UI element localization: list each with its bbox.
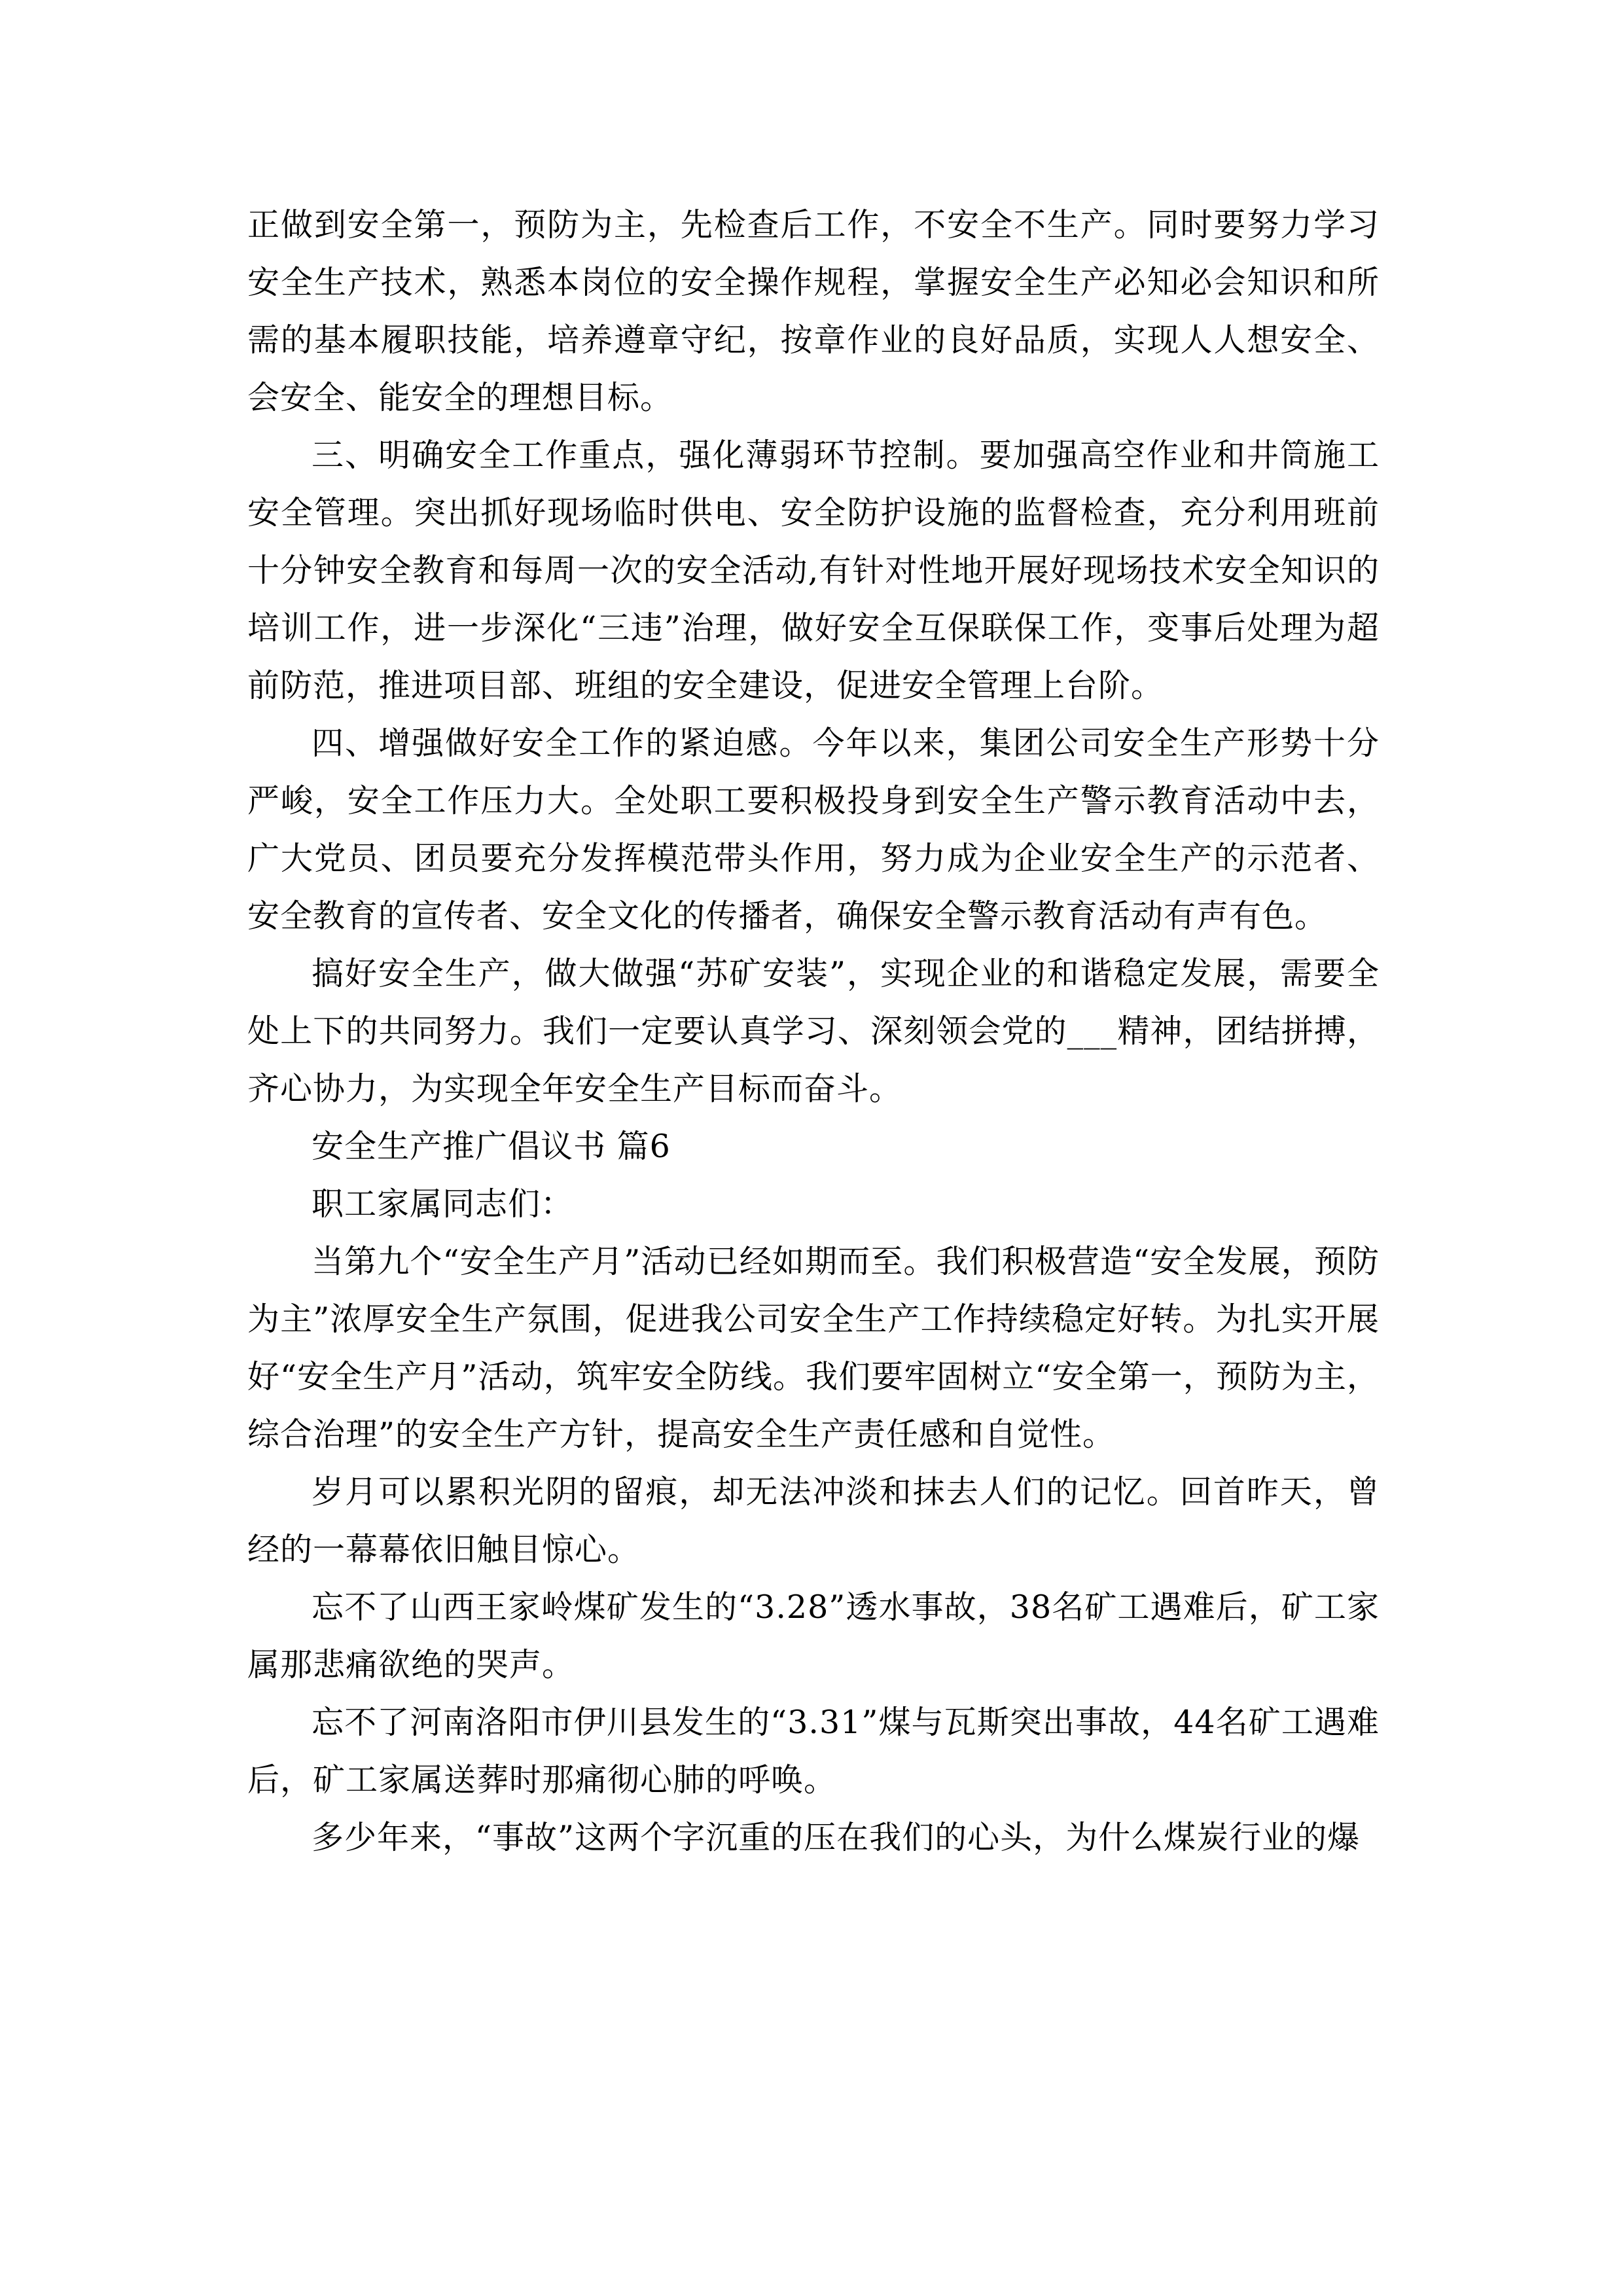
salutation: 职工家属同志们： <box>312 1185 574 1223</box>
section-title: 安全生产推广倡议书 篇6 <box>312 1128 671 1165</box>
paragraph-safety-month: 当第九个“安全生产月”活动已经如期而至。我们积极营造“安全发展，预防为主”浓厚安全生产氛围，促进我公司安全生产工作持续稳定好转。为扎实开展好“安全生产月”活动，筑牢安全防线。我们要牢固树立“安全第一，预防为主，综合治理”的安全生产方针，提高安全生产责任感和自觉性。 <box>247 1243 1380 1453</box>
paragraph-point-three: 三、明确安全工作重点，强化薄弱环节控制。要加强高空作业和井筒施工安全管理。突出抓好现场临时供电、安全防护设施的监督检查，充分利用班前十分钟安全教育和每周一次的安全活动,有针对性地开展好现场技术安全知识的培训工作，进一步深化“三违”治理，做好安全互保联保工作，变事后处理为超前防范，推进项目部、班组的安全建设，促进安全管理上台阶。 <box>247 437 1380 704</box>
paragraph-closing: 搞好安全生产，做大做强“苏矿安装”，实现企业的和谐稳定发展，需要全处上下的共同努力。我们一定要认真学习、深刻领会党的___精神，团结拼搏，齐心协力，为实现全年安全生产目标而奋斗。 <box>247 955 1380 1107</box>
paragraph-point-four: 四、增强做好安全工作的紧迫感。今年以来，集团公司安全生产形势十分严峻，安全工作压力大。全处职工要积极投身到安全生产警示教育活动中去，广大党员、团员要充分发挥模范带头作用，努力成为企业安全生产的示范者、安全教育的宣传者、安全文化的传播者，确保安全警示教育活动有声有色。 <box>247 725 1380 935</box>
paragraph-memory: 岁月可以累积光阴的留痕，却无法冲淡和抹去人们的记忆。回首昨天，曾经的一幕幕依旧触目惊心。 <box>247 1473 1380 1568</box>
paragraph-continuation: 正做到安全第一，预防为主，先检查后工作，不安全不生产。同时要努力学习安全生产技术，熟悉本岗位的安全操作规程，掌握安全生产必知必会知识和所需的基本履职技能，培养遵章守纪，按章作业的良好品质，实现人人想安全、会安全、能安全的理想目标。 <box>247 206 1380 416</box>
paragraph-final-cutoff: 多少年来，“事故”这两个字沉重的压在我们的心头，为什么煤炭行业的爆 <box>312 1819 1361 1856</box>
paragraph-accident-328: 忘不了山西王家岭煤矿发生的“3.28”透水事故，38名矿工遇难后，矿工家属那悲痛欲绝的哭声。 <box>247 1588 1380 1683</box>
paragraph-accident-331: 忘不了河南洛阳市伊川县发生的“3.31”煤与瓦斯突出事故，44名矿工遇难后，矿工家属送葬时那痛彻心肺的呼唤。 <box>247 1704 1380 1799</box>
